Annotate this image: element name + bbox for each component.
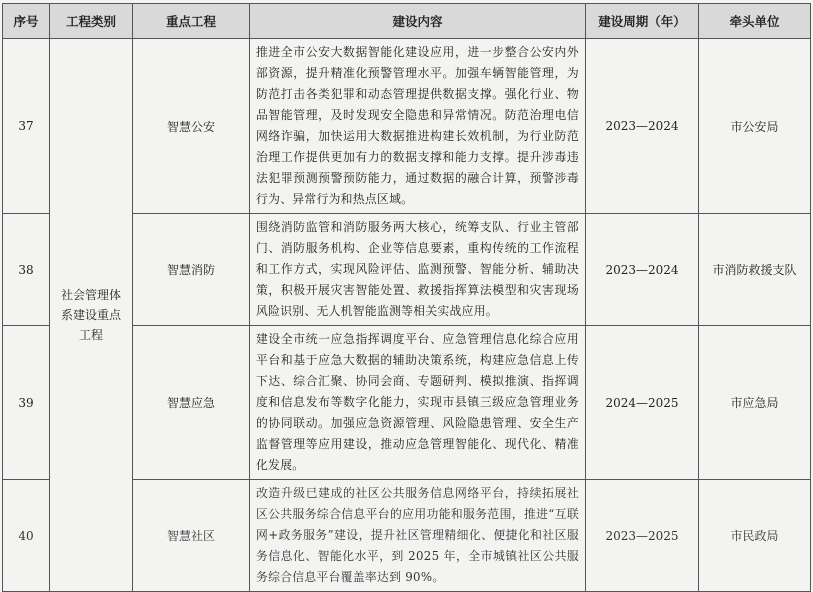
row-project: 智慧社区 xyxy=(133,480,250,592)
row-content: 推进全市公安大数据智能化建设应用，进一步整合公安内外部资源，提升精准化预警管理水平。加强车辆智能管理，为防范打击各类犯罪和动态管理提供数据支撑。强化行业、物品智能管理，及时发现安全隐患和异常情况。防范治理电信网络诈骗，加快运用大数据推进构建长效机制，为行业防范治理工作提供更加有力的数据支撑和能力支撑。提升涉毒违法犯罪预测预警预防能力，通过数据的融合计算，预警涉毒行为、异常行为和热点区域。 xyxy=(250,39,586,214)
row-lead: 市消防救援支队 xyxy=(699,214,811,326)
row-period: 2023—2025 xyxy=(586,480,699,592)
row-seq: 37 xyxy=(3,39,50,214)
header-category: 工程类别 xyxy=(50,4,133,39)
row-period: 2024—2025 xyxy=(586,326,699,480)
row-project: 智慧消防 xyxy=(133,214,250,326)
row-content: 建设全市统一应急指挥调度平台、应急管理信息化综合应用平台和基于应急大数据的辅助决策系统，构建应急信息上传下达、综合汇聚、协同会商、专题研判、模拟推演、指挥调度和信息发布等数字化能力，实现市县镇三级应急管理业务的协同联动。加强应急资源管理、风险隐患管理、安全生产监督管理等应用建设，推动应急管理智能化、现代化、精准化发展。 xyxy=(250,326,586,480)
row-seq: 40 xyxy=(3,480,50,592)
row-project: 智慧公安 xyxy=(133,39,250,214)
row-project: 智慧应急 xyxy=(133,326,250,480)
category-cell: 社会管理体系建设重点工程 xyxy=(50,39,133,592)
row-seq: 39 xyxy=(3,326,50,480)
header-content: 建设内容 xyxy=(250,4,586,39)
row-content: 改造升级已建成的社区公共服务信息网络平台，持续拓展社区公共服务综合信息平台的应用功能和服务范围，推进“互联网+政务服务”建设，提升社区管理精细化、便捷化和社区服务信息化、智能化水平，到 2025 年，全市城镇社区公共服务综合信息平台覆盖率达到 90%。 xyxy=(250,480,586,592)
header-period: 建设周期（年） xyxy=(586,4,699,39)
header-row xyxy=(3,4,811,39)
row-lead: 市公安局 xyxy=(699,39,811,214)
row-lead: 市民政局 xyxy=(699,480,811,592)
row-content: 围绕消防监管和消防服务两大核心，统筹支队、行业主管部门、消防服务机构、企业等信息要素，重构传统的工作流程和工作方式，实现风险评估、监测预警、智能分析、辅助决策，积极开展灾害智能处置、救援指挥算法模型和灾害现场风险识别、无人机智能监测等相关实战应用。 xyxy=(250,214,586,326)
row-period: 2023—2024 xyxy=(586,39,699,214)
row-period: 2023—2024 xyxy=(586,214,699,326)
header-seq: 序号 xyxy=(3,4,50,39)
row-seq: 38 xyxy=(3,214,50,326)
project-table xyxy=(2,3,811,592)
row-lead: 市应急局 xyxy=(699,326,811,480)
header-project: 重点工程 xyxy=(133,4,250,39)
table-row xyxy=(3,39,811,214)
header-lead: 牵头单位 xyxy=(699,4,811,39)
